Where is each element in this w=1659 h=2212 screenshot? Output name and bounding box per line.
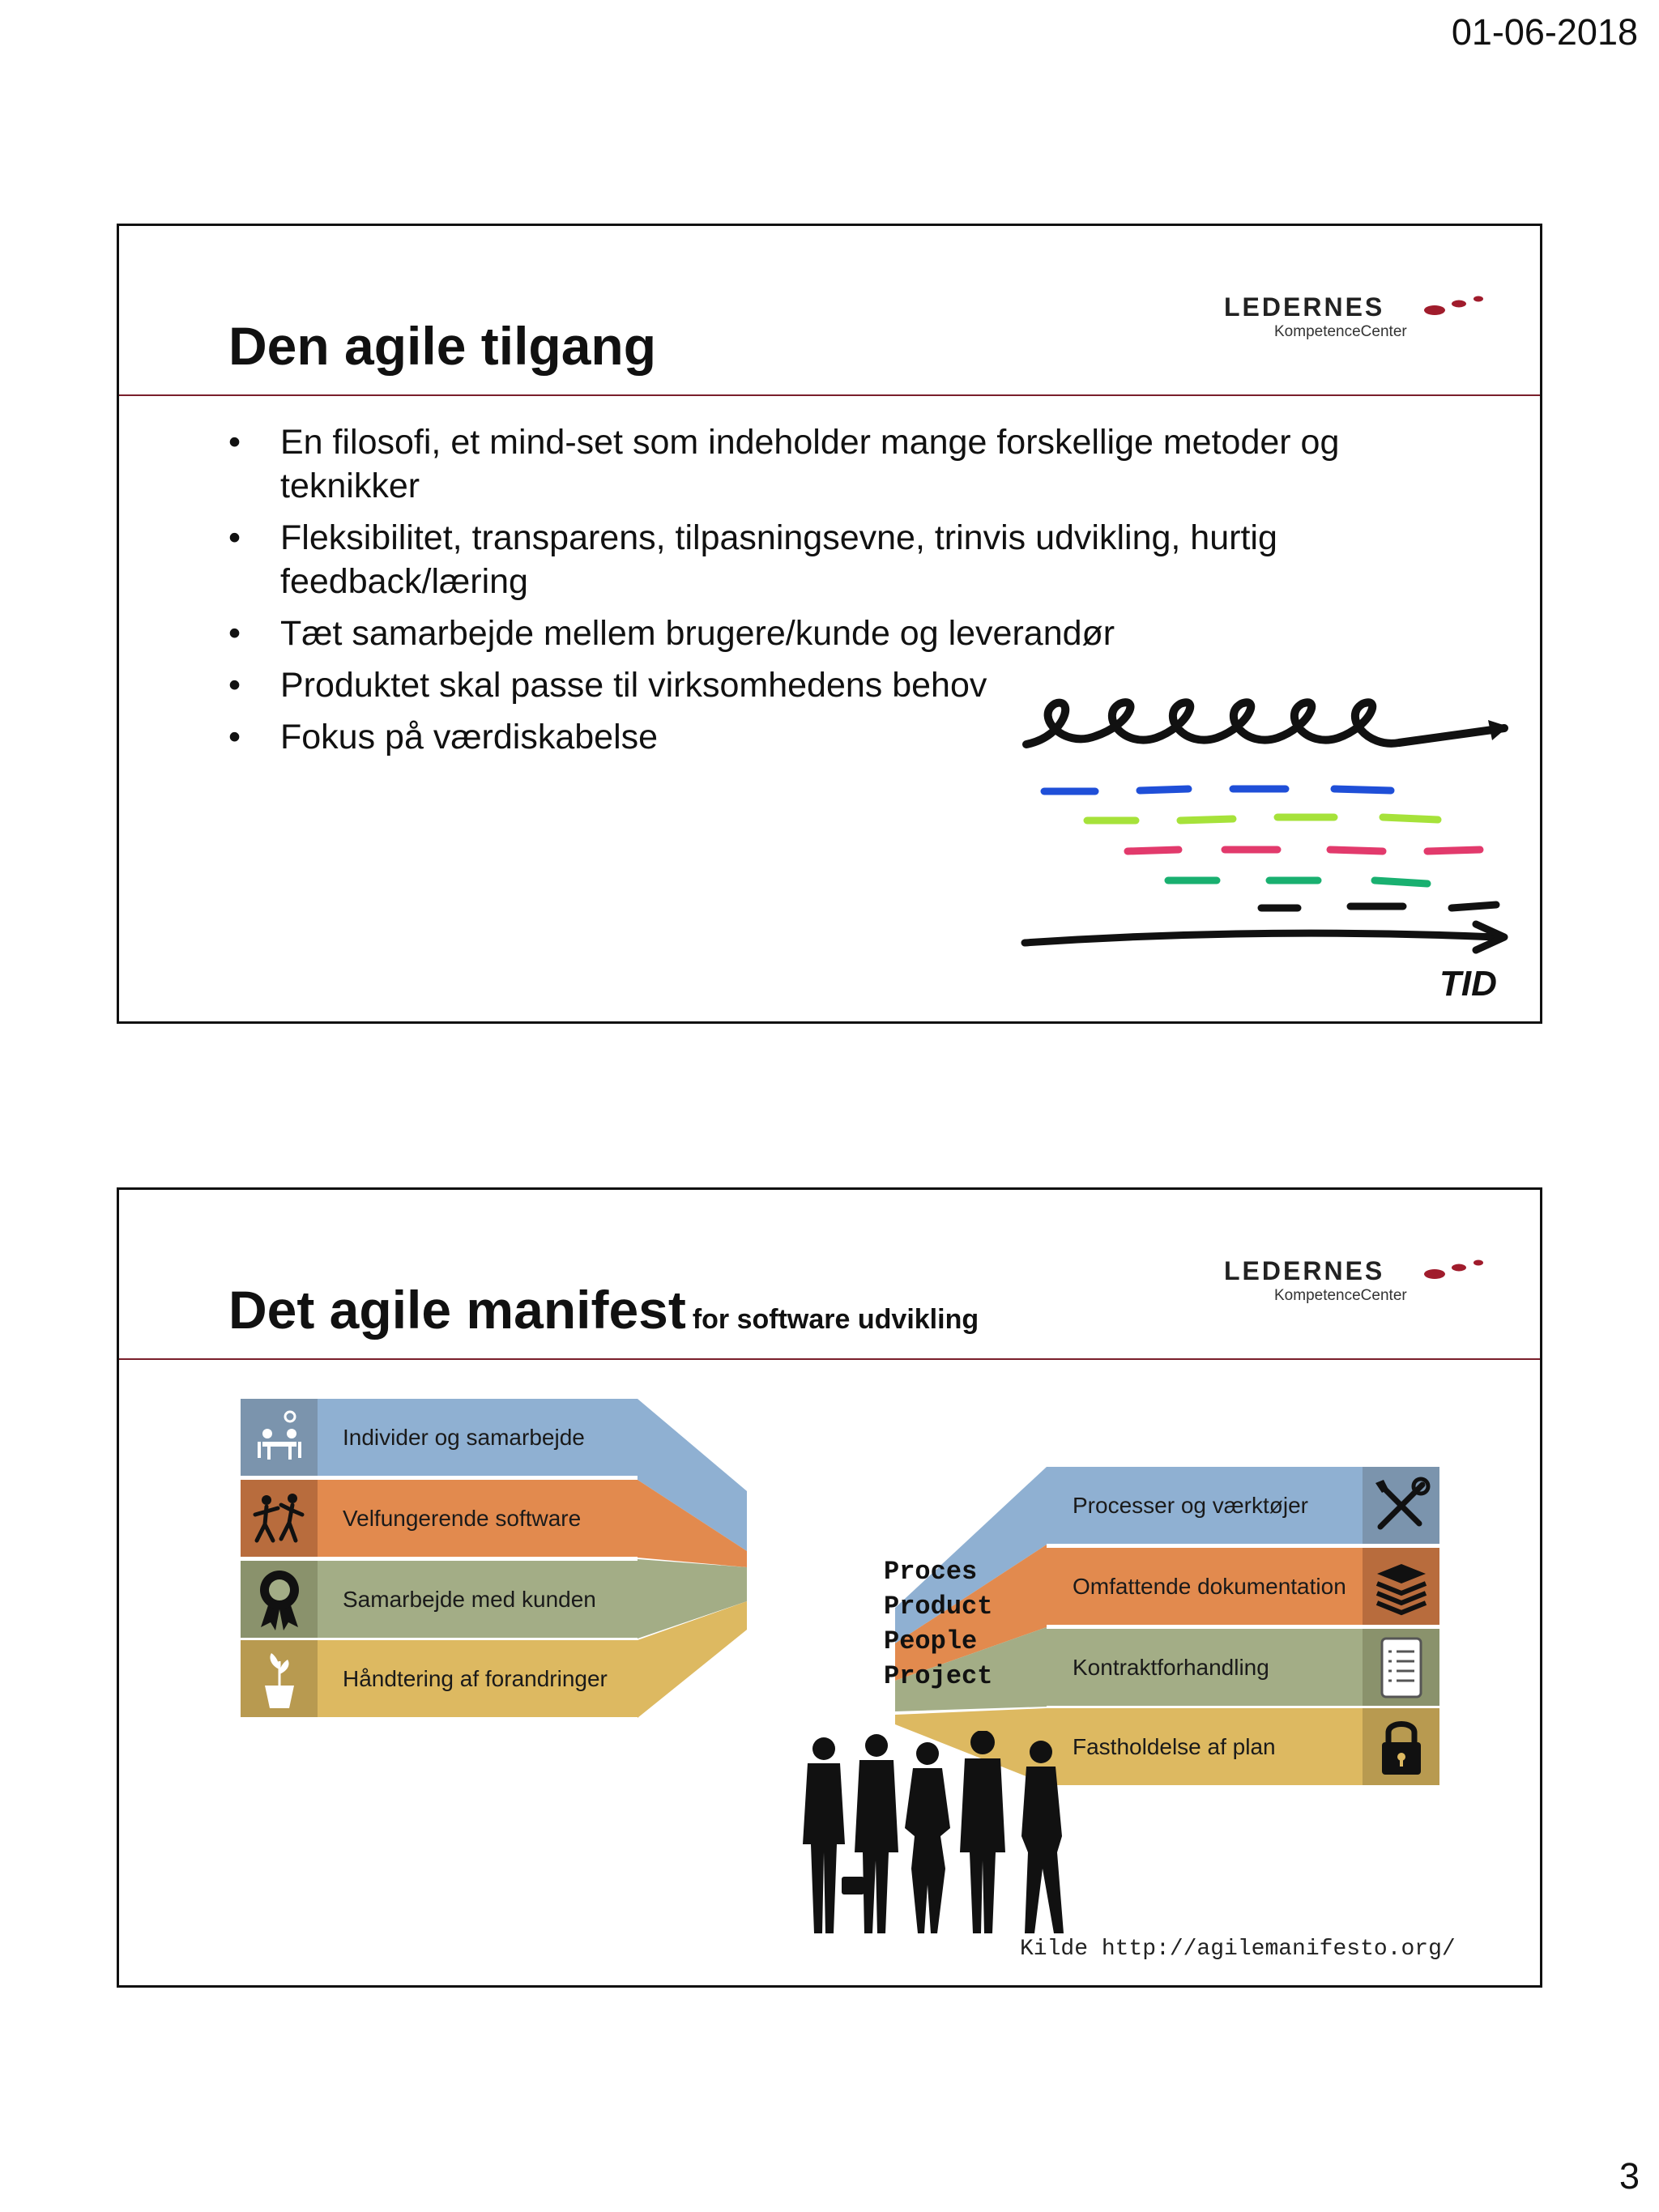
sprint-lane-blue xyxy=(1044,789,1391,791)
slide-header xyxy=(119,226,1540,396)
slide-agile-approach xyxy=(117,224,1542,1024)
sprint-lane-teal xyxy=(1168,880,1427,884)
manifest-value-label: Individer og samarbejde xyxy=(343,1424,585,1450)
manifest-value-label: Fastholdelse af plan xyxy=(1073,1733,1276,1759)
slide-subtitle: for software udvikling xyxy=(692,1304,979,1335)
tools-icon xyxy=(1363,1467,1439,1544)
manifest-value-item xyxy=(1047,1629,1439,1706)
sprint-lane-pink xyxy=(1128,850,1480,851)
slide-title: Det agile manifest for software udvikling xyxy=(228,1280,979,1340)
manifest-value-item xyxy=(241,1480,638,1557)
page-number: 3 xyxy=(1618,2155,1640,2197)
people-meeting-icon xyxy=(241,1399,318,1476)
bullet-item: • Fleksibilitet, transparens, tilpasningsevne, trinvis udvikling, hurtig feedback/læring xyxy=(228,518,1277,601)
manifest-value-item xyxy=(241,1561,638,1638)
ledernes-logo xyxy=(1224,292,1491,349)
logo-dots-icon xyxy=(1418,1256,1491,1289)
logo-subtitle: KompetenceCenter xyxy=(1274,323,1407,340)
books-icon xyxy=(1363,1548,1439,1625)
logo-subtitle: KompetenceCenter xyxy=(1274,1287,1407,1304)
four-p-word: Proces xyxy=(884,1557,978,1587)
slide-agile-manifesto xyxy=(117,1187,1542,1988)
iteration-loops-line xyxy=(1026,702,1504,744)
time-axis-label: TID xyxy=(1439,964,1497,1004)
bullet-item: • Fokus på værdiskabelse xyxy=(228,718,659,757)
manifest-diagram xyxy=(241,1399,1399,1950)
iteration-sketch xyxy=(1018,671,1520,1012)
four-p-word: People xyxy=(884,1626,978,1656)
four-p-word: Project xyxy=(884,1661,993,1691)
four-p-list xyxy=(884,1554,992,1694)
award-ribbon-icon xyxy=(241,1561,318,1638)
manifest-value-label: Processer og værktøjer xyxy=(1073,1492,1308,1518)
logo-name: LEDERNES xyxy=(1224,292,1385,322)
page-date: 01-06-2018 xyxy=(1451,11,1638,53)
manifest-value-item xyxy=(241,1640,638,1717)
manifest-value-label: Kontraktforhandling xyxy=(1073,1654,1269,1680)
sprint-lane-green xyxy=(1087,817,1438,820)
manifest-value-item xyxy=(1047,1467,1439,1544)
padlock-icon xyxy=(1363,1708,1439,1785)
manifest-value-label: Samarbejde med kunden xyxy=(343,1586,596,1612)
time-axis-line xyxy=(1025,933,1496,943)
running-people-icon xyxy=(241,1480,318,1557)
manifest-value-label: Velfungerende software xyxy=(343,1505,582,1531)
logo-name: LEDERNES xyxy=(1224,1256,1385,1285)
bullet-item: • En filosofi, et mind-set som indeholder mange forskellige metoder og teknikker xyxy=(228,423,1340,505)
logo-dots-icon xyxy=(1418,292,1491,325)
manifest-value-item xyxy=(241,1399,638,1476)
bullet-item: • Produktet skal passe til virksomhedens behov xyxy=(228,666,987,705)
ledernes-logo xyxy=(1224,1256,1491,1313)
bullet-item: • Tæt samarbejde mellem brugere/kunde og leverandør xyxy=(228,614,1115,653)
plant-pot-icon xyxy=(241,1640,318,1717)
manifest-value-item xyxy=(1047,1548,1439,1625)
source-citation: Kilde http://agilemanifesto.org/ xyxy=(1020,1937,1456,1962)
manifest-value-label: Omfattende dokumentation xyxy=(1073,1573,1346,1599)
slide-title: Den agile tilgang xyxy=(228,316,657,376)
slide-header xyxy=(119,1190,1540,1360)
manifest-value-item xyxy=(1047,1708,1439,1785)
checklist-icon xyxy=(1363,1629,1439,1706)
business-people-silhouette xyxy=(791,1731,1099,1941)
manifest-value-label: Håndtering af forandringer xyxy=(343,1665,608,1691)
four-p-word: Product xyxy=(884,1592,993,1622)
sprint-lane-black xyxy=(1261,905,1496,908)
